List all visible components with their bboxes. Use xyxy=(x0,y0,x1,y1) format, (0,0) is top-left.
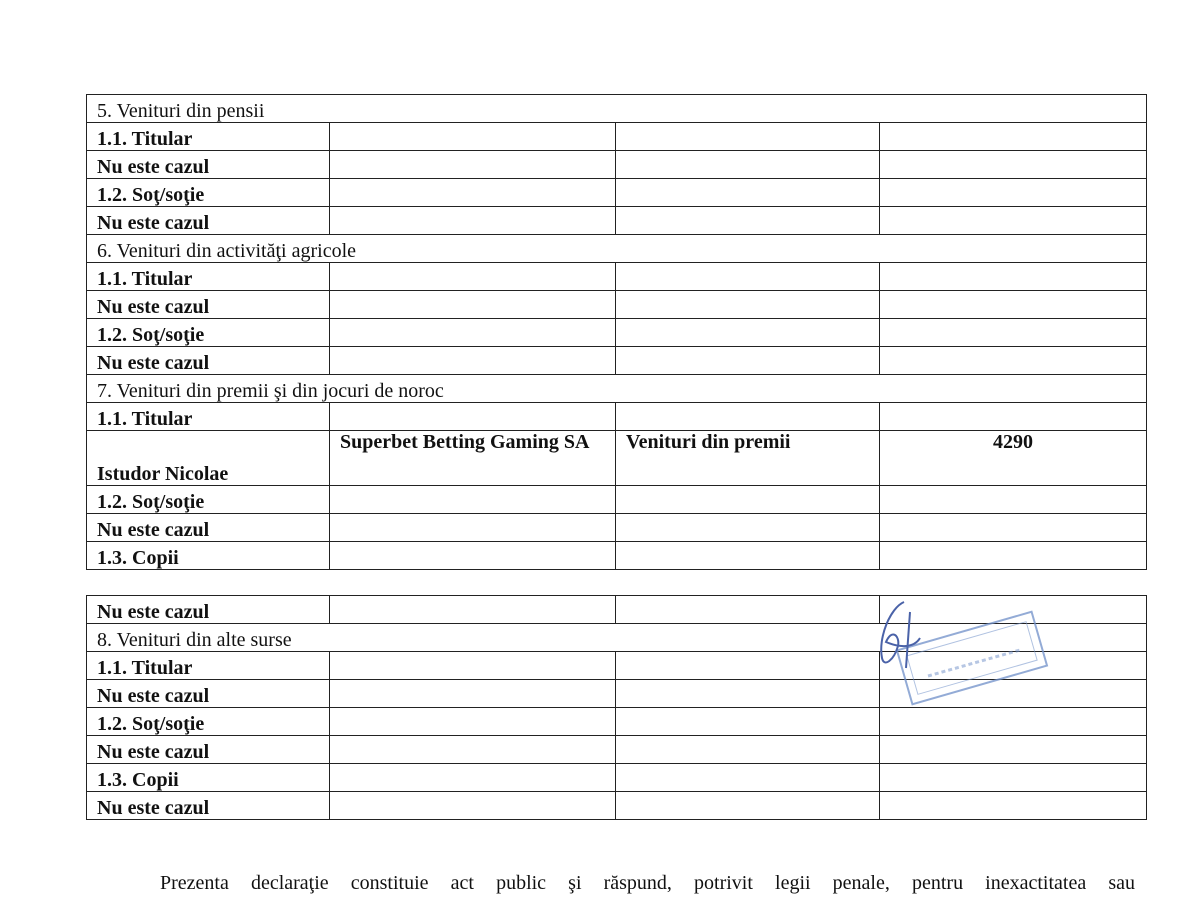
not-applicable-value: Nu este cazul xyxy=(87,347,330,375)
section-row xyxy=(87,375,1147,403)
not-applicable-value: Nu este cazul xyxy=(87,792,330,820)
section-5-heading: 5. Venituri din pensii xyxy=(87,95,1147,123)
table-row xyxy=(87,792,1147,820)
table-row xyxy=(87,403,1147,431)
table-row xyxy=(87,347,1147,375)
table-row xyxy=(87,431,1147,486)
not-applicable-value: Nu este cazul xyxy=(87,514,330,542)
signature-and-stamp-icon xyxy=(870,598,1060,728)
titular-label: 1.1. Titular xyxy=(87,263,330,291)
signature-icon xyxy=(881,602,920,668)
children-label: 1.3. Copii xyxy=(87,542,330,570)
section-6-heading: 6. Venituri din activităţi agricole xyxy=(87,235,1147,263)
section-8-heading: 8. Venituri din alte surse xyxy=(87,624,1147,652)
not-applicable-value: Nu este cazul xyxy=(87,151,330,179)
declaration-statement: Prezenta declaraţie constituie act public şi răspund, potrivit legii penale, pentru inexactitatea sau xyxy=(160,872,1135,894)
not-applicable-value: Nu este cazul xyxy=(87,207,330,235)
spouse-label: 1.2. Soţ/soţie xyxy=(87,708,330,736)
not-applicable-value: Nu este cazul xyxy=(87,596,330,624)
table-row xyxy=(87,123,1147,151)
table-row xyxy=(87,764,1147,792)
table-row xyxy=(87,514,1147,542)
table-row xyxy=(87,291,1147,319)
section-row xyxy=(87,95,1147,123)
table-row xyxy=(87,319,1147,347)
not-applicable-value: Nu este cazul xyxy=(87,680,330,708)
children-label: 1.3. Copii xyxy=(87,764,330,792)
titular-label: 1.1. Titular xyxy=(87,403,330,431)
income-source: Superbet Betting Gaming SA xyxy=(330,431,616,486)
table-row xyxy=(87,736,1147,764)
section-row xyxy=(87,235,1147,263)
table-row xyxy=(87,179,1147,207)
spouse-label: 1.2. Soţ/soţie xyxy=(87,179,330,207)
table-row xyxy=(87,151,1147,179)
not-applicable-value: Nu este cazul xyxy=(87,736,330,764)
spouse-label: 1.2. Soţ/soţie xyxy=(87,319,330,347)
income-table-part-1 xyxy=(86,94,1147,570)
stamp-icon xyxy=(897,612,1047,704)
table-row xyxy=(87,542,1147,570)
beneficiary-name: Istudor Nicolae xyxy=(87,431,330,486)
table-row xyxy=(87,486,1147,514)
income-service: Venituri din premii xyxy=(616,431,880,486)
section-7-heading: 7. Venituri din premii şi din jocuri de noroc xyxy=(87,375,1147,403)
spouse-label: 1.2. Soţ/soţie xyxy=(87,486,330,514)
titular-label: 1.1. Titular xyxy=(87,123,330,151)
table-row xyxy=(87,263,1147,291)
titular-label: 1.1. Titular xyxy=(87,652,330,680)
not-applicable-value: Nu este cazul xyxy=(87,291,330,319)
income-amount: 4290 xyxy=(880,431,1147,486)
table-row xyxy=(87,207,1147,235)
